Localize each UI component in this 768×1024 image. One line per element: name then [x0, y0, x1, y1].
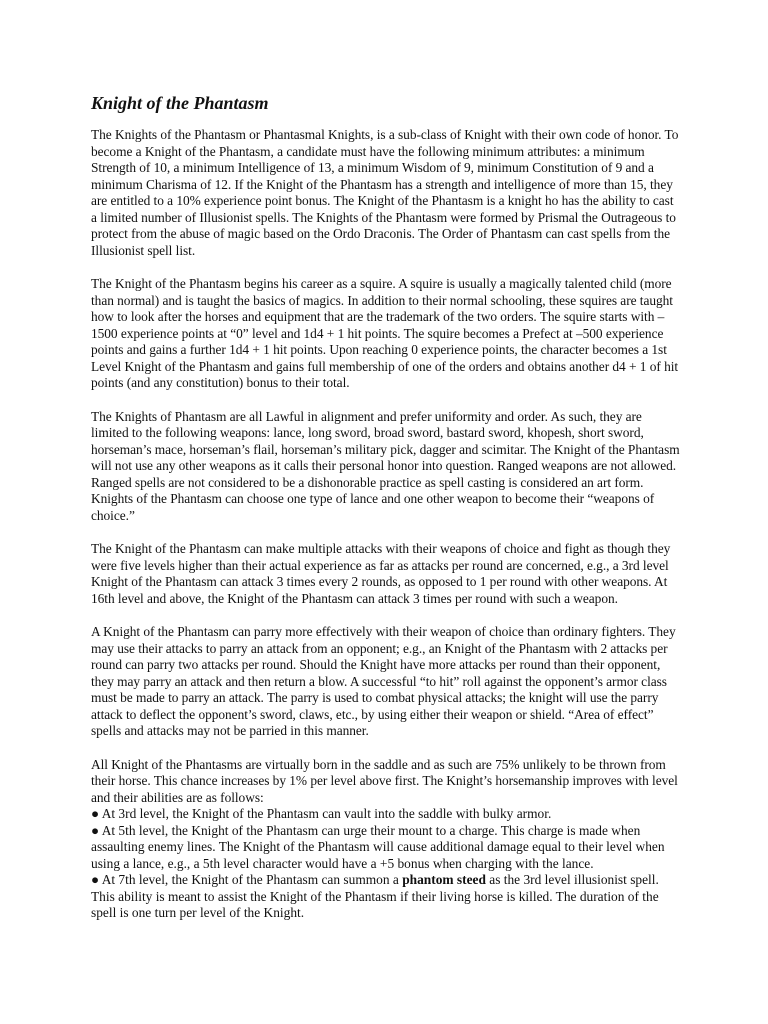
paragraph-weapons: The Knights of Phantasm are all Lawful in alignment and prefer uniformity and order. As such, they are limited to the following weapons: lance, long sword, broad sword, bastard sword, khopesh, short sword, horseman’s mace, horseman’s flail, horseman’s military pick, dagger and scimitar. The Knight of the Phantasm will not use any other weapons as it calls their personal honor into question. Ranged weapons are not allowed. Ranged spells are not considered to be a dishonorable practice as spell casting is considered an art form. Knights of the Phantasm can choose one type of lance and one other weapon to become their “weapons of choice.” [91, 408, 680, 523]
phantom-steed-term: phantom steed [402, 872, 486, 887]
paragraph-intro: The Knights of the Phantasm or Phantasmal Knights, is a sub-class of Knight with their own code of honor. To become a Knight of the Phantasm, a candidate must have the following minimum attributes: a minimum Strength of 10, a minimum Intelligence of 13, a minimum Wisdom of 9, minimum Constitution of 9 and a minimum Charisma of 12. If the Knight of the Phantasm has a strength and intelligence of more than 15, they are entitled to a 10% experience point bonus. The Knight of the Phantasm is a knight ho has the ability to cast a limited number of Illusionist spells. The Knights of the Phantasm were formed by Prismal the Outrageous to protect from the abuse of magic based on the Ordo Draconis. The Order of Phantasm can cast spells from the Illusionist spell list. [91, 127, 679, 258]
list-item: ● At 5th level, the Knight of the Phantasm can urge their mount to a charge. This charge is made when assaulting enemy lines. The Knight of the Phantasm will cause additional damage equal to their level when using a lance, e.g., a 5th level character would have a +5 bonus when charging with the lance. [91, 822, 665, 871]
page-title: Knight of the Phantasm [91, 93, 269, 113]
bullet-text-after: as the 3rd level illusionist spell. This ability is meant to assist the Knight of the Phantasm if their living horse is killed. The duration of the spell is one turn per level of the Knight. [91, 872, 659, 920]
list-item: ● At 3rd level, the Knight of the Phantasm can vault into the saddle with bulky armor. [91, 806, 552, 821]
paragraph-squire: The Knight of the Phantasm begins his career as a squire. A squire is usually a magically talented child (more than normal) and is taught the basics of magics. In addition to their normal schooling, these squires are taught how to look after the horses and equipment that are the trademark of the two orders. The squire starts with –1500 experience points at “0” level and 1d4 + 1 hit points. The squire becomes a Prefect at –500 experience points and gains a further 1d4 + 1 hit points. Upon reaching 0 experience points, the character becomes a 1st Level Knight of the Phantasm and gains full membership of one of the orders and obtains another d4 + 1 of hit points (and any constitution) bonus to their total. [91, 276, 679, 390]
paragraph-parry: A Knight of the Phantasm can parry more effectively with their weapon of choice than ordinary fighters. They may use their attacks to parry an attack from an opponent; e.g., an Knight of the Phantasm with 2 attacks per round can parry two attacks per round. Should the Knight have more attacks per round than their opponent, they may parry an attack and then return a blow. A successful “to hit” roll against the opponent’s armor class must be made to parry an attack. The parry is used to combat physical attacks; the knight will use the parry attack to deflect the opponent’s sword, claws, etc., by using either their weapon or shield. “Area of effect” spells and attacks may not be parried in this manner. [91, 624, 676, 738]
document-page [91, 92, 681, 922]
paragraph-multiple-attacks: The Knight of the Phantasm can make multiple attacks with their weapons of choice and fight as though they were five levels higher than their actual experience as far as attacks per round are concerned, e.g., a 3rd level Knight of the Phantasm can attack 3 times every 2 rounds, as opposed to 1 per round with other weapons. At 16th level and above, the Knight of the Phantasm can attack 3 times per round with such a weapon. [91, 541, 671, 606]
list-item-phantom-steed [91, 872, 681, 922]
paragraph-horsemanship: All Knight of the Phantasms are virtually born in the saddle and as such are 75% unlikely to be thrown from their horse. This chance increases by 1% per level above first. The Knight’s horsemanship improves with level and their abilities are as follows: [91, 756, 678, 805]
bullet-text-before: ● At 7th level, the Knight of the Phantasm can summon a [91, 872, 403, 887]
